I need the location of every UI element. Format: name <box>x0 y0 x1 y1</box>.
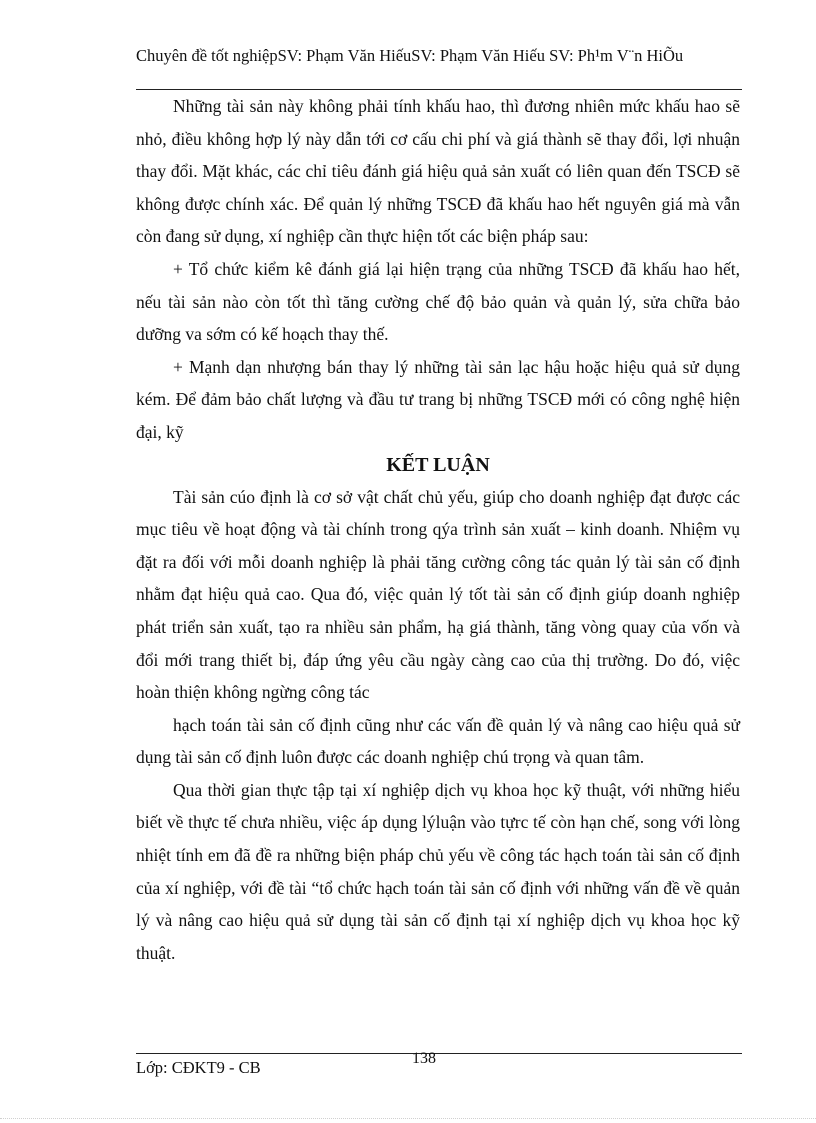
paragraph: Qua thời gian thực tập tại xí nghiệp dịch vụ khoa học kỹ thuật, với những hiểu biết về thực tế chưa nhiều, việc áp dụng lýluận vào tựrc tế còn hạn chế, song với lòng nhiệt tính em đã đề ra những biện pháp chủ yếu về công tác hạch toán tài sản cố định của xí nghiệp, với đề tài “tổ chức hạch toán tài sản cố định với những vấn đề về quản lý và nâng cao hiệu quả sử dụng tài sản cố định tại xí nghiệp dịch vụ khoa học kỹ thuật. <box>136 779 740 963</box>
footer-class-label: Lớp: CĐKT9 - CB <box>136 1058 261 1077</box>
document-body <box>136 90 740 969</box>
section-heading: KẾT LUẬN <box>386 453 490 476</box>
paragraph: Tài sản cúo định là cơ sở vật chất chủ yếu, giúp cho doanh nghiệp đạt được các mục tiêu về hoạt động và tài chính trong qýa trình sản xuất – kinh doanh. Nhiệm vụ đặt ra đối với mỗi doanh nghiệp là phải tăng cường công tác quản lý tài sản cố định nhằm đạt hiệu quả cao. Qua đó, việc quản lý tốt tài sản cố định giúp doanh nghiệp phát triển sản xuất, tạo ra nhiều sản phẩm, hạ giá thành, tăng vòng quay của vốn và đổi mới trang thiết bị, đáp ứng yêu cầu ngày càng cao của thị trường. Do đó, việc hoàn thiện không ngừng công tác <box>136 486 740 703</box>
header-text: Chuyên đề tốt nghiệpSV: Phạm Văn HiếuSV: Phạm Văn Hiếu SV: Ph¹m V¨n HiÕu <box>136 46 684 65</box>
paragraph: hạch toán tài sản cố định cũng như các vấn đề quản lý và nâng cao hiệu quả sử dụng tài sản cố định luôn được các doanh nghiệp chú trọng và quan tâm. <box>136 714 740 768</box>
page-bottom-border <box>0 1118 816 1119</box>
page-header <box>136 46 742 65</box>
paragraph: + Tổ chức kiểm kê đánh giá lại hiện trạng của những TSCĐ đã khấu hao hết, nếu tài sản nào còn tốt thì tăng cường chế độ bảo quản và quản lý, sửa chữa bảo dưỡng va sớm có kế hoạch thay thế. <box>136 258 740 345</box>
page-number: 138 <box>412 1050 436 1067</box>
paragraph: Những tài sản này không phải tính khấu hao, thì đương nhiên mức khấu hao sẽ nhỏ, điều không hợp lý này dẫn tới cơ cấu chi phí và giá thành sẽ thay đổi, lợi nhuận thay đổi. Mặt khác, các chỉ tiêu đánh giá hiệu quả sản xuất có liên quan đến TSCĐ sẽ không được chính xác. Để quản lý những TSCĐ đã khấu hao hết nguyên giá mà vẫn còn đang sử dụng, xí nghiệp cần thực hiện tốt các biện pháp sau: <box>136 96 740 247</box>
footer-divider <box>136 1053 742 1054</box>
paragraph: + Mạnh dạn nhượng bán thay lý những tài sản lạc hậu hoặc hiệu quả sử dụng kém. Để đảm bảo chất lượng và đầu tư trang bị những TSCĐ mới có công nghệ hiện đại, kỹ <box>136 356 740 442</box>
